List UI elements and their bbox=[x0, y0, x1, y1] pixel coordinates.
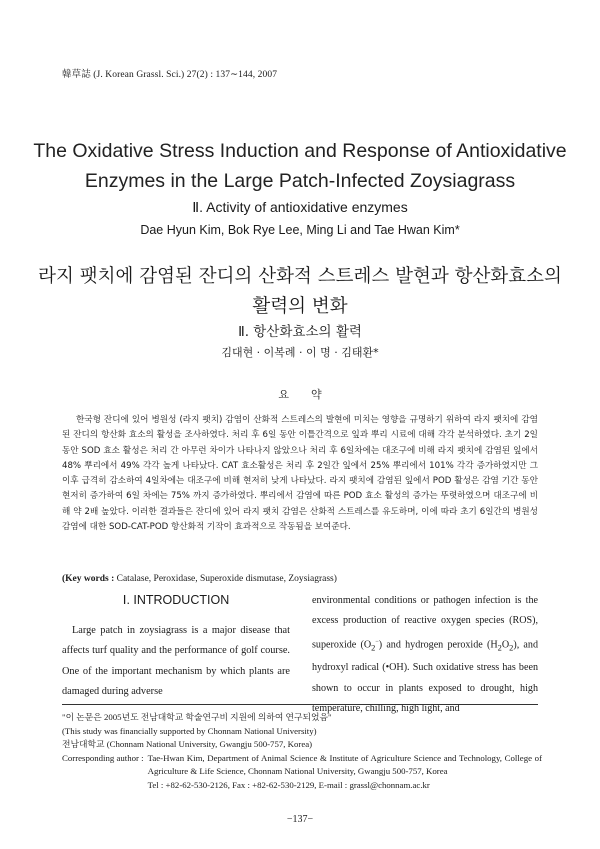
korean-title-line-2: 활력의 변화 bbox=[252, 296, 348, 317]
corresponding-author-contact: Tel : +82-62-530-2126, Fax : +82-62-530-2129, E-mail : grassl@chonnam.ac.kr bbox=[147, 779, 430, 790]
journal-header: 韓草誌 (J. Korean Grassl. Sci.) 27(2) : 137∼144, 2007 bbox=[62, 70, 278, 80]
funding-note-english: (This study was financially supported by Chonnam National University) bbox=[62, 725, 317, 736]
intro-right-part-4: ), and hydroxyl radical ( bbox=[312, 638, 538, 674]
corresponding-author-address: Tae-Hwan Kim, Department of Animal Science & Institute of Agriculture Science and Technology, College of Agriculture & Life Science, Chonnam National University, Gwangju 500-757, Korea bbox=[147, 752, 542, 776]
footnote-divider bbox=[62, 704, 538, 705]
footnotes bbox=[62, 711, 542, 792]
funding-note-korean: "이 논문은 2005년도 전남대학교 학술연구비 지원에 의하여 연구되었음" bbox=[62, 712, 332, 722]
radical-dot-icon: • bbox=[385, 662, 390, 674]
superoxide-charge: − bbox=[375, 638, 379, 645]
corresponding-author-label: Corresponding author : bbox=[62, 752, 144, 763]
corresponding-author bbox=[62, 752, 542, 793]
keywords-label: (Key words : bbox=[62, 574, 115, 584]
korean-title-line-1: 라지 팻치에 감염된 잔디의 산화적 스트레스 발현과 항산화효소의 bbox=[38, 266, 562, 287]
intro-right-part-3: O bbox=[501, 638, 510, 650]
korean-subtitle: Ⅱ. 항산화효소의 활력 bbox=[238, 324, 362, 340]
affiliation-note: 전남대학교 (Chonnam National University, Gwangju 500-757, Korea) bbox=[62, 739, 313, 749]
english-authors: Dae Hyun Kim, Bok Rye Lee, Ming Li and Tae Hwan Kim* bbox=[140, 223, 460, 237]
korean-authors: 김대현 · 이복례 · 이 명 · 김태환* bbox=[221, 346, 379, 359]
h2o2-subscript-2: 2 bbox=[509, 642, 514, 652]
introduction-left-paragraph: Large patch in zoysiagrass is a major disease that affects turf quality and the performance of golf course. One of the important mechanism by which plants are damaged during adverse bbox=[62, 625, 290, 697]
h2o2-subscript-1: 2 bbox=[497, 642, 502, 652]
intro-right-part-1: environmental conditions or pathogen infection is the excess production of reactive oxygen species (ROS), superoxide (O bbox=[312, 595, 538, 650]
english-title-line-2: Enzymes in the Large Patch-Infected Zoysiagrass bbox=[84, 170, 516, 192]
corresponding-author-details bbox=[144, 752, 542, 793]
abstract-heading: 요약 bbox=[278, 388, 344, 401]
left-column bbox=[62, 591, 290, 702]
page-number: −137− bbox=[286, 814, 314, 825]
superoxide-subscript: 2 bbox=[371, 642, 376, 652]
intro-right-part-2: ) and hydrogen peroxide (H bbox=[378, 638, 498, 650]
keywords bbox=[62, 574, 542, 584]
intro-right-part-5: OH). Such oxidative stress has been shown to occur in plants exposed to drought, high temperature, chilling, high light, and bbox=[312, 662, 538, 714]
right-column-paragraph bbox=[312, 591, 538, 719]
abstract-text: 한국형 잔디에 있어 병원성 (라지 팻치) 감염이 산화적 스트레스의 발현에 미치는 영향을 규명하기 위하여 라지 팻치에 감염된 잔디의 항산화 효소의 활성을 조사하였다. 처리 후 6일 동안 이틀간격으로 잎과 뿌리 시료에 대해 각각 분석하였다. 초기 2일 동안 SOD 효소 활성은 처리 간 아무런 차이가 나타나지 않았으나 처리 후 6일차에는 대조구에 비해 라지 팻치에 감염된 잎에서 48% 뿌리에서 49% 각각 높게 나타났다. CAT 효소활성은 처리 후 2일간 잎에서 25% 뿌리에서 101% 각각 증가하였지만 그 이후 급격히 감소하여 4일차에는 대조구에 비해 현저히 낮게 나타났다. 라지 팻치에 감염된 잎에서 POD 활성은 감염 기간 동안 현저히 증가하여 6일 차에는 75% 까지 증가하였다. 뿌리에서 감염에 따른 POD 효소 활성의 증가는 뚜렷하였으며 대조구에 비해 약 2배 높았다. 이러한 결과들은 잔디에 있어 라지 팻치 감염은 산화적 스트레스를 유도하며, 이에 따라 초기 6일간의 병원성 감염에 대한 SOD-CAT-POD 항산화적 기작이 효과적으로 작동됨을 보여준다. bbox=[62, 415, 538, 533]
english-subtitle: Ⅱ. Activity of antioxidative enzymes bbox=[192, 199, 408, 215]
introduction-heading: Ⅰ. INTRODUCTION bbox=[122, 593, 230, 607]
keywords-text: Catalase, Peroxidase, Superoxide dismutase, Zoysiagrass) bbox=[114, 574, 337, 584]
english-title-line-1: The Oxidative Stress Induction and Response of Antioxidative bbox=[33, 140, 567, 162]
